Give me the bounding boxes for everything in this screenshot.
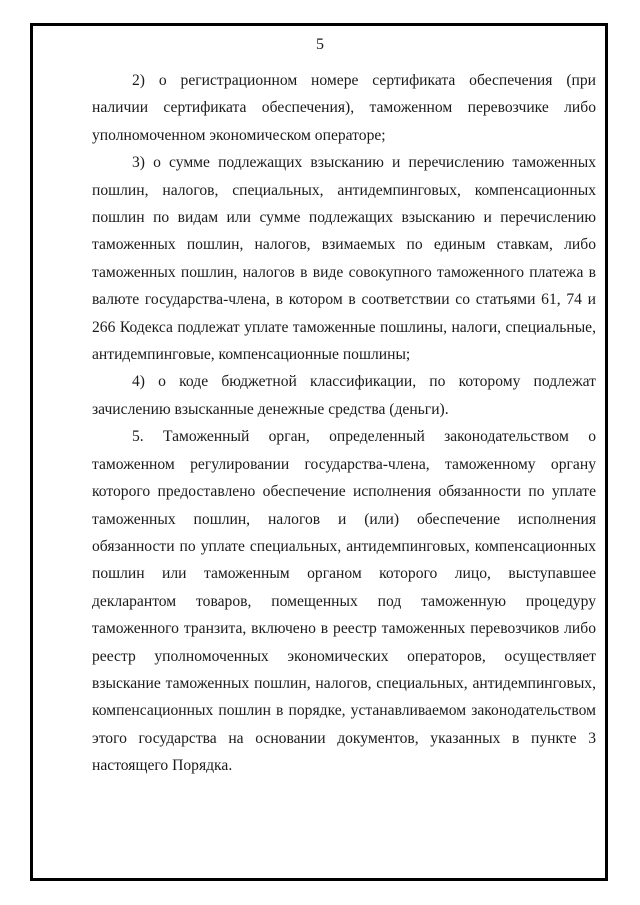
paragraph-item-4: 4) о коде бюджетной классификации, по которому подлежат зачислению взысканные денежные средства (деньги). bbox=[92, 373, 596, 418]
document-body bbox=[92, 67, 596, 780]
paragraph-item-3: 3) о сумме подлежащих взысканию и перечислению таможенных пошлин, налогов, специальных, антидемпинговых, компенсационных пошлин по видам или сумме подлежащих взысканию и перечислению таможенных пошлин, налогов, взимаемых по единым ставкам, либо таможенных пошлин, налогов в виде совокупного таможенного платежа в валюте государства-члена, в котором в соответствии со статьями 61, 74 и 266 Кодекса подлежат уплате таможенные пошлины, налоги, специальные, антидемпинговые, компенсационные пошлины; bbox=[92, 154, 596, 364]
page-number: 5 bbox=[316, 36, 324, 53]
paragraph-section-5: 5. Таможенный орган, определенный законодательством о таможенном регулировании государства-члена, таможенному органу которого предоставлено обеспечение исполнения обязанности по уплате таможенных пошлин, налогов и (или) обеспечение исполнения обязанности по уплате специальных, антидемпинговых, компенсационных пошлин или таможенным органом которого лицо, выступавшее декларантом товаров, помещенных под таможенную процедуру таможенного транзита, включено в реестр таможенных перевозчиков либо реестр уполномоченных экономических операторов, осуществляет взыскание таможенных пошлин, налогов, специальных, антидемпинговых, компенсационных пошлин в порядке, устанавливаемом законодательством этого государства на основании документов, указанных в пункте 3 настоящего Порядка. bbox=[92, 428, 596, 775]
paragraph-item-2: 2) о регистрационном номере сертификата обеспечения (при наличии сертификата обеспечения), таможенном перевозчике либо уполномоченном экономическом операторе; bbox=[92, 72, 596, 144]
